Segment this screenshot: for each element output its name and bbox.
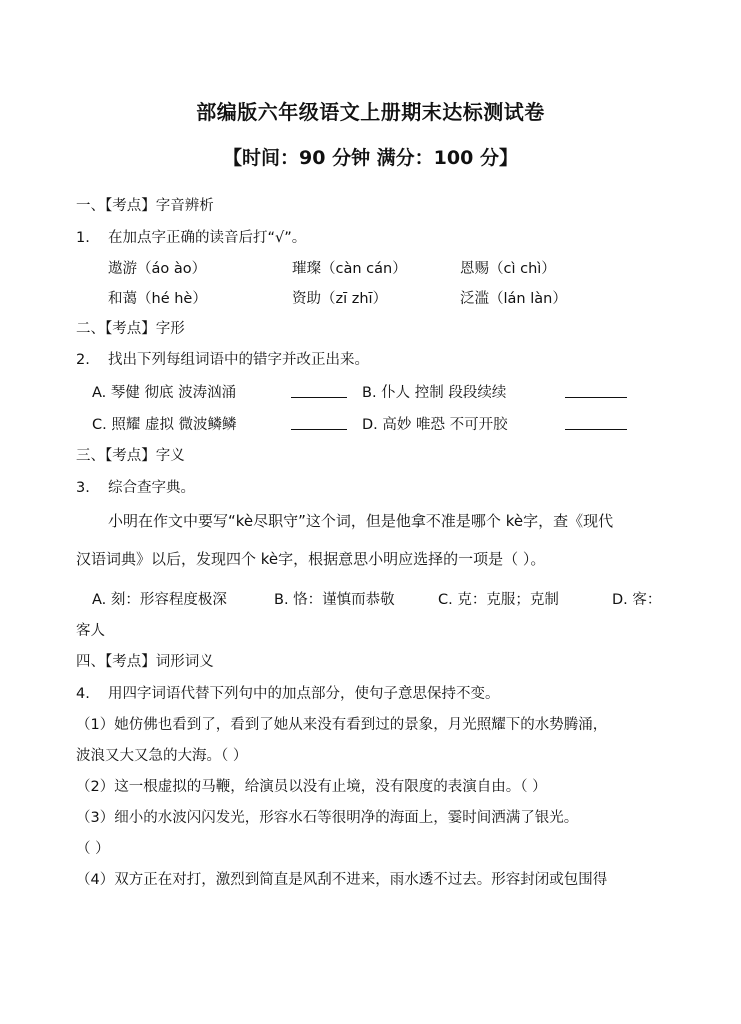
answer-blank-2b[interactable]: [565, 383, 627, 398]
page-title: 部编版六年级语文上册期末达标测试卷: [196, 100, 545, 124]
option-2a: A. 琴健 彻底 波涛汹涌: [92, 385, 237, 401]
pinyin-item-6: 泛滥（lán làn）: [460, 291, 567, 307]
option-3d-continued: 客人: [76, 623, 105, 639]
question-4-sub-4: （4）双方正在对打，激烈到简直是风刮不进来，雨水透不过去。形容封闭或包围得: [76, 872, 608, 888]
question-4: [76, 682, 500, 703]
question-1: [76, 226, 306, 247]
section-2-heading: 二、【考点】字形: [76, 321, 185, 337]
section-1-heading: 一、【考点】字音辨析: [76, 198, 214, 214]
option-2b: B. 仆人 控制 段段续续: [362, 385, 507, 401]
option-3a: A. 刻：形容程度极深: [92, 592, 227, 608]
question-2-text: 找出下列每组词语中的错字并改正出来。: [108, 352, 369, 368]
section-4-heading: 四、【考点】词形词义: [76, 654, 214, 670]
answer-blank-2c[interactable]: [291, 415, 347, 430]
pinyin-item-1: 遨游（áo ào）: [108, 261, 207, 277]
option-3d: D. 客：: [612, 592, 662, 608]
question-3: [76, 476, 195, 497]
question-2: [76, 348, 369, 369]
question-4-sub-3-line-1: （3）细小的水波闪闪发光，形容水石等很明净的海面上，霎时间洒满了银光。: [76, 810, 579, 826]
option-3b: B. 恪：谨慎而恭敬: [274, 592, 395, 608]
answer-blank-2a[interactable]: [291, 383, 347, 398]
question-4-text: 用四字词语代替下列句中的加点部分，使句子意思保持不变。: [108, 686, 500, 702]
pinyin-item-2: 璀璨（càn cán）: [292, 261, 407, 277]
question-3-paragraph-line-2: 汉语词典》以后，发现四个 kè字，根据意思小明应选择的一项是（ ）。: [76, 550, 546, 568]
question-3-paragraph-line-1: 小明在作文中要写“kè尽职守”这个词，但是他拿不准是哪个 kè字，查《现代: [108, 512, 614, 530]
question-4-sub-2: （2）这一根虚拟的马鞭，给演员以没有止境，没有限度的表演自由。（ ）: [76, 779, 547, 795]
option-2d: D. 高妙 唯恐 不可开胶: [362, 417, 508, 433]
question-3-text: 综合查字典。: [108, 480, 195, 496]
pinyin-item-3: 恩赐（cì chì）: [460, 261, 556, 277]
option-3c: C. 克：克服；克制: [438, 592, 559, 608]
question-2-number: 2.: [76, 352, 90, 368]
question-3-number: 3.: [76, 480, 90, 496]
answer-blank-2d[interactable]: [565, 415, 627, 430]
pinyin-item-4: 和蔼（hé hè）: [108, 291, 207, 307]
question-1-text: 在加点字正确的读音后打“√”。: [108, 230, 307, 246]
page-subtitle: 【时间：90 分钟 满分：100 分】: [223, 147, 518, 169]
option-2c: C. 照耀 虚拟 微波鳞鳞: [92, 417, 237, 433]
question-4-sub-3-line-2: （ ）: [76, 841, 110, 857]
question-1-number: 1.: [76, 230, 90, 246]
section-3-heading: 三、【考点】字义: [76, 448, 185, 464]
pinyin-item-5: 资助（zī zhī）: [292, 291, 388, 307]
question-4-sub-1-line-1: （1）她仿佛也看到了，看到了她从来没有看到过的景象，月光照耀下的水势腾涌，: [76, 717, 608, 733]
question-4-number: 4.: [76, 686, 90, 702]
question-4-sub-1-line-2: 波浪又大又急的大海。（ ）: [76, 748, 248, 764]
